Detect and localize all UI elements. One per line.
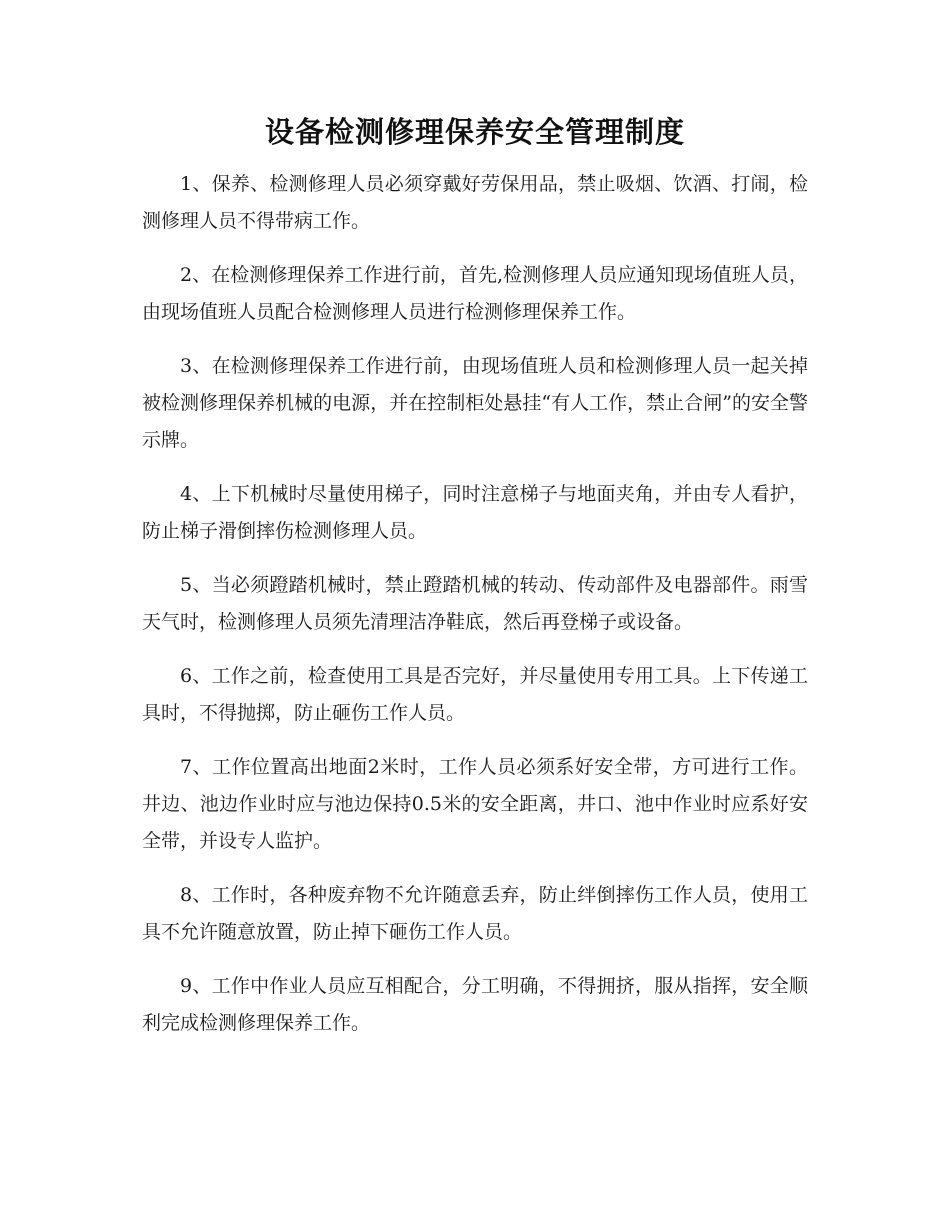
paragraph-5: 5、当必须蹬踏机械时，禁止蹬踏机械的转动、传动部件及电器部件。雨雪天气时，检测修理人员须先清理洁净鞋底，然后再登梯子或设备。 — [142, 574, 808, 633]
paragraph-9: 9、工作中作业人员应互相配合，分工明确，不得拥挤，服从指挥，安全顺利完成检测修理保养工作。 — [142, 975, 808, 1034]
paragraph-8: 8、工作时，各种废弃物不允许随意丢弃，防止绊倒摔伤工作人员，使用工具不允许随意放置，防止掉下砸伤工作人员。 — [142, 884, 808, 943]
paragraph-7: 7、工作位置高出地面2米时，工作人员必须系好安全带，方可进行工作。井边、池边作业时应与池边保持0.5米的安全距离，井口、池中作业时应系好安全带，并设专人监护。 — [142, 756, 808, 852]
paragraph-3: 3、在检测修理保养工作进行前，由现场值班人员和检测修理人员一起关掉被检测修理保养机械的电源，并在控制柜处悬挂“有人工作，禁止合闸”的安全警示牌。 — [142, 355, 808, 451]
document-title: 设备检测修理保养安全管理制度 — [264, 115, 685, 149]
paragraph-1: 1、保养、检测修理人员必须穿戴好劳保用品，禁止吸烟、饮酒、打闹，检测修理人员不得带病工作。 — [142, 173, 808, 232]
paragraph-2: 2、在检测修理保养工作进行前，首先,检测修理人员应通知现场值班人员，由现场值班人员配合检测修理人员进行检测修理保养工作。 — [142, 264, 808, 323]
document-body — [142, 166, 808, 1059]
paragraph-6: 6、工作之前，检查使用工具是否完好，并尽量使用专用工具。上下传递工具时，不得抛掷，防止砸伤工作人员。 — [142, 665, 808, 724]
paragraph-4: 4、上下机械时尽量使用梯子，同时注意梯子与地面夹角，并由专人看护，防止梯子滑倒摔伤检测修理人员。 — [142, 483, 808, 542]
